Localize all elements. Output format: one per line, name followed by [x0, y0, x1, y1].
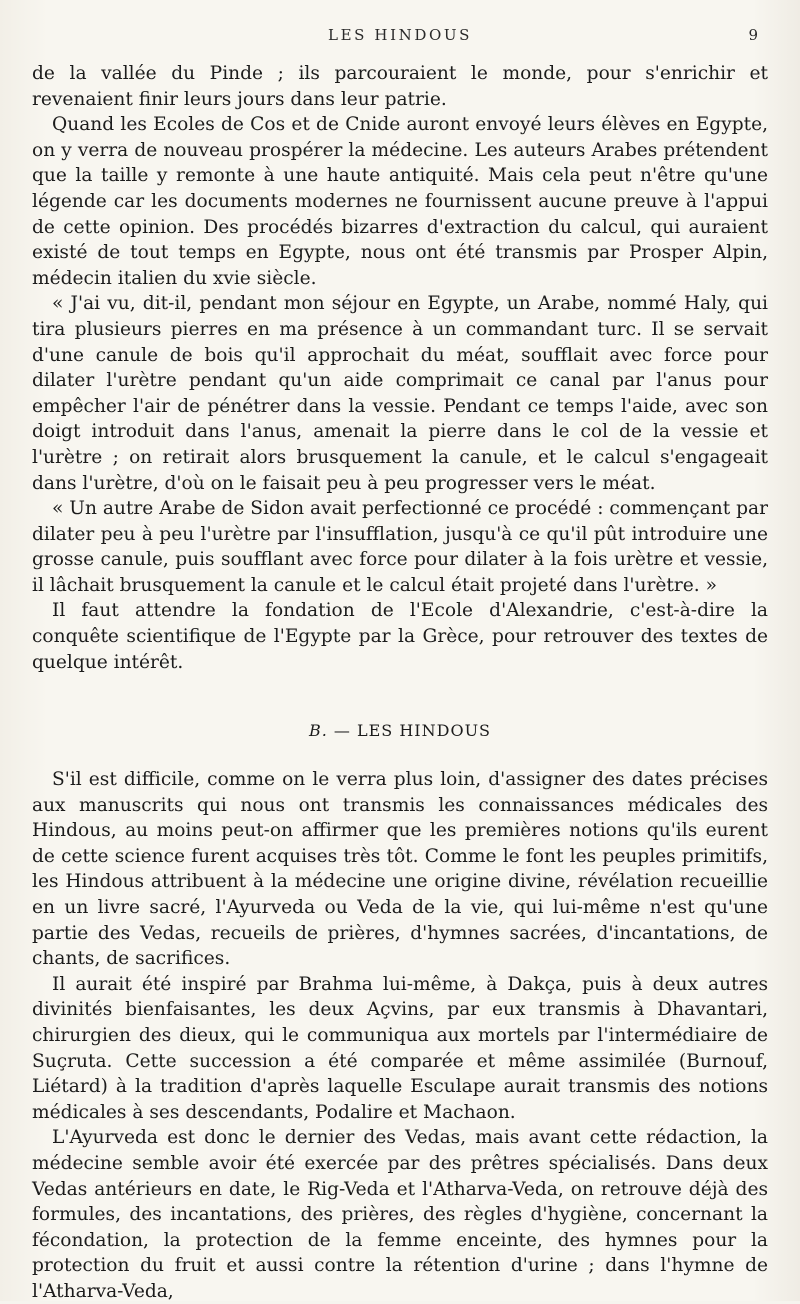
running-head	[0, 26, 800, 50]
section-dash: —	[333, 721, 351, 740]
section-heading-block	[32, 719, 768, 743]
paragraph-cos-cnide: Quand les Ecoles de Cos et de Cnide auront envoyé leurs élèves en Egypte, on y verra de nouveau prospérer la médecine. Les auteurs Arabes prétendent que la taille y remonte à une haute antiquité. Mais cela peut n'être qu'une légende car les documents modernes ne fournissent aucune preuve à l'appui de cette opinion. Des procédés bizarres d'extraction du calcul, qui auraient existé de tout temps en Egypte, nous ont été transmis par Prosper Alpin, médecin italien du xvie siècle.	[32, 114, 768, 289]
paragraph-quote-haly: « J'ai vu, dit-il, pendant mon séjour en Egypte, un Arabe, nommé Haly, qui tira plusieurs pierres en ma présence à un commandant turc. Il se servait d'une canule de bois qu'il approchait du méat, soufflait avec force pour dilater l'urètre pendant qu'un aide comprimait ce canal par l'anus pour empêcher l'air de pénétrer dans la vessie. Pendant ce temps l'aide, avec son doigt introduit dans l'anus, amenait la pierre dans le col de la vessie et l'urètre ; on retirait alors brusquement la canule, et le calcul s'engageait dans l'urètre, d'où on le faisait peu à peu progresser vers le méat.	[32, 293, 768, 494]
top-text-block	[32, 61, 768, 675]
page-number: 9	[748, 26, 758, 44]
paragraph-quote-sidon: « Un autre Arabe de Sidon avait perfectionné ce procédé : commençant par dilater peu à peu l'urètre par l'insufflation, jusqu'à ce qu'il pût introduire une grosse canule, puis soufflant avec force pour dilater à la fois urètre et vessie, il lâchait brusquement la canule et le calcul était projeté dans l'urètre. »	[32, 498, 768, 596]
bottom-text-block	[32, 767, 768, 1304]
paragraph-hindous-intro: S'il est difficile, comme on le verra plus loin, d'assigner des dates précises aux manuscrits qui nous ont transmis les connaissances médicales des Hindous, au moins peut-on affirmer que les premières notions qu'ils eurent de cette science furent acquises très tôt. Comme le font les peuples primitifs, les Hindous attribuent à la médecine une origine divine, révélation recueillie en un livre sacré, l'Ayurveda ou Veda de la vie, qui lui-même n'est qu'une partie des Vedas, recueils de prières, d'hymnes sacrées, d'incantations, de chants, de sacrifices.	[32, 769, 768, 970]
paragraph-alexandrie: Il faut attendre la fondation de l'Ecole d'Alexandrie, c'est-à-dire la conquête scientifique de l'Egypte par la Grèce, pour retrouver des textes de quelque intérêt.	[32, 600, 768, 673]
running-title: LES HINDOUS	[328, 26, 472, 44]
paragraph-brahma: Il aurait été inspiré par Brahma lui-même, à Dakça, puis à deux autres divinités bienfaisantes, les deux Açvins, par eux transmis à Dhavantari, chirurgien des dieux, qui le communiqua aux mortels par l'intermédiaire de Suçruta. Cette succession a été comparée et même assimilée (Burnouf, Liétard) à la tradition d'après laquelle Esculape aurait transmis des notions médicales à ses descendants, Podalire et Machaon.	[32, 973, 768, 1123]
paragraph-ayurveda: L'Ayurveda est donc le dernier des Vedas, mais avant cette rédaction, la médecine semble avoir été exercée par des prêtres spécialisés. Dans deux Vedas antérieurs en date, le Rig-Veda et l'Atharva-Veda, on retrouve déjà des formules, des incantations, des prières, des règles d'hygiène, concernant la fécondation, la protection de la femme enceinte, des hymnes pour la protection du fruit et aussi contre la rétention d'urine ; dans l'hymne de l'Atharva-Veda,	[32, 1127, 768, 1302]
section-heading	[32, 719, 768, 743]
section-letter: B.	[308, 721, 328, 740]
paragraph-continued: de la vallée du Pinde ; ils parcouraient le monde, pour s'enrichir et revenaient finir leurs jours dans leur patrie.	[32, 63, 768, 110]
section-title: LES HINDOUS	[357, 721, 492, 740]
